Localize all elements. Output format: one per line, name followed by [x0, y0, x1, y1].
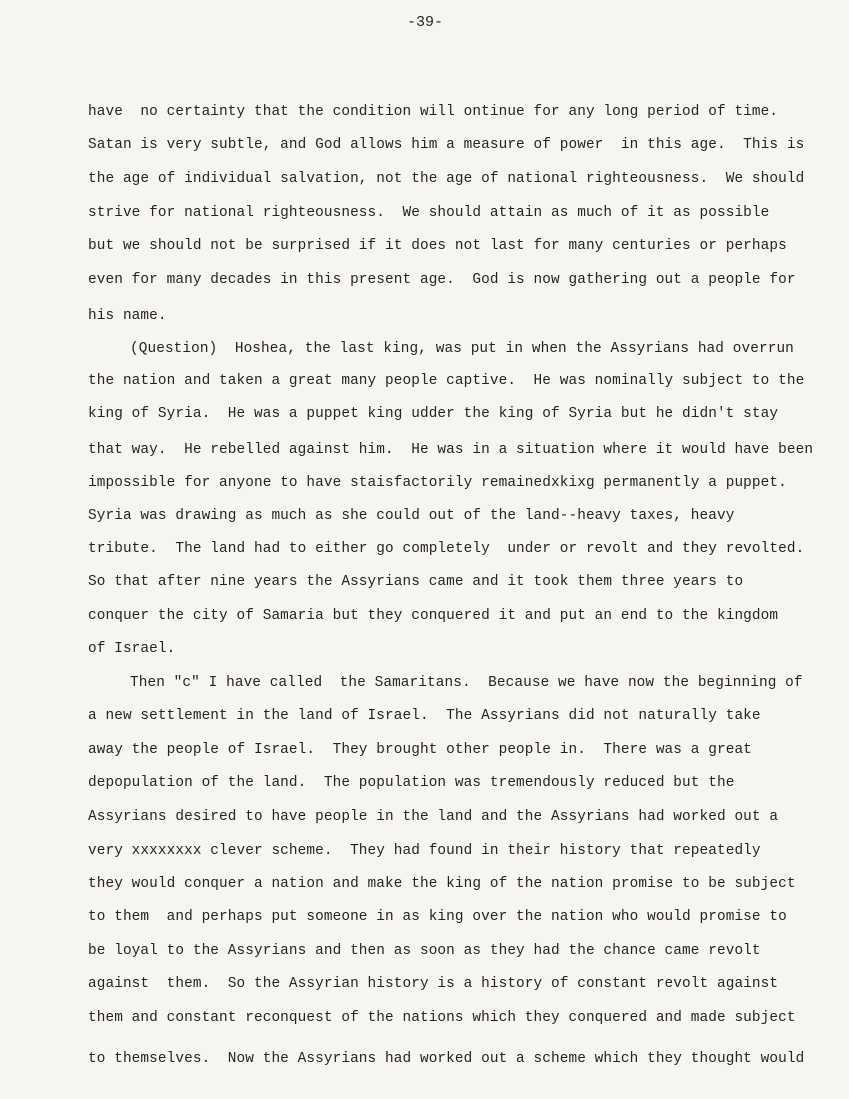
text-line: but we should not be surprised if it does not last for many centuries or perhaps — [88, 238, 787, 254]
text-line: to them and perhaps put someone in as king over the nation who would promise to — [88, 909, 787, 925]
text-line: them and constant reconquest of the nations which they conquered and made subject — [88, 1010, 796, 1026]
text-line: Then "c" I have called the Samaritans. Because we have now the beginning of — [130, 675, 803, 691]
text-line: king of Syria. He was a puppet king udder the king of Syria but he didn't stay — [88, 406, 779, 422]
text-line: (Question) Hoshea, the last king, was put in when the Assyrians had overrun — [130, 341, 794, 357]
text-line: depopulation of the land. The population was tremendously reduced but the — [88, 775, 735, 791]
text-line: strive for national righteousness. We should attain as much of it as possible — [88, 205, 770, 221]
page-number: -39- — [407, 14, 444, 31]
text-line: the nation and taken a great many people captive. He was nominally subject to the — [88, 373, 805, 389]
text-line: impossible for anyone to have staisfactorily remainedxkixg permanently a puppet. — [88, 475, 787, 491]
text-line: be loyal to the Assyrians and then as soon as they had the chance came revolt — [88, 943, 761, 959]
text-line: conquer the city of Samaria but they conquered it and put an end to the kingdom — [88, 608, 779, 624]
text-line: his name. — [88, 308, 167, 324]
text-line: have no certainty that the condition will ontinue for any long period of time. — [88, 104, 779, 120]
text-line: Satan is very subtle, and God allows him a measure of power in this age. This is — [88, 137, 805, 153]
text-line: against them. So the Assyrian history is a history of constant revolt against — [88, 976, 779, 992]
text-line: Assyrians desired to have people in the land and the Assyrians had worked out a — [88, 809, 779, 825]
text-line: even for many decades in this present age. God is now gathering out a people for — [88, 272, 796, 288]
text-line: tribute. The land had to either go completely under or revolt and they revolted. — [88, 541, 805, 557]
text-line: to themselves. Now the Assyrians had worked out a scheme which they thought would — [88, 1051, 805, 1067]
text-line: away the people of Israel. They brought other people in. There was a great — [88, 742, 752, 758]
text-line: very xxxxxxxx clever scheme. They had found in their history that repeatedly — [88, 843, 761, 859]
text-line: that way. He rebelled against him. He was in a situation where it would have been — [88, 442, 814, 458]
text-line: Syria was drawing as much as she could out of the land--heavy taxes, heavy — [88, 508, 735, 524]
text-line: a new settlement in the land of Israel. The Assyrians did not naturally take — [88, 708, 761, 724]
text-line: the age of individual salvation, not the age of national righteousness. We should — [88, 171, 805, 187]
text-line: So that after nine years the Assyrians came and it took them three years to — [88, 574, 744, 590]
text-line: they would conquer a nation and make the king of the nation promise to be subject — [88, 876, 796, 892]
text-line: of Israel. — [88, 641, 176, 657]
